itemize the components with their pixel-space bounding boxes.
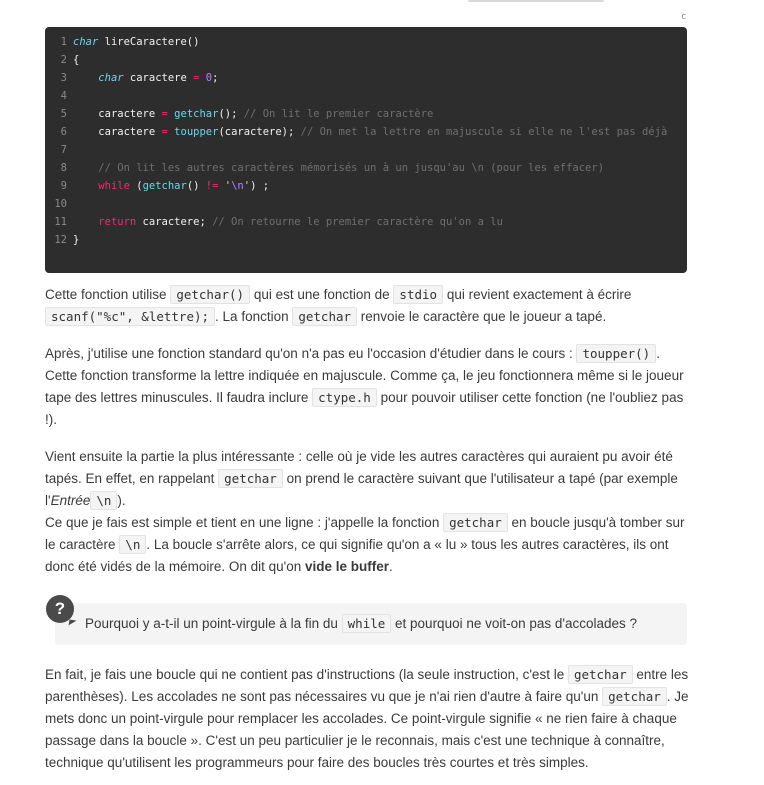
code-line: [45, 33, 687, 51]
code-token: }: [73, 234, 80, 246]
code-token: !=: [205, 180, 219, 192]
code-token: char: [73, 36, 99, 48]
inline-code: getchar: [568, 665, 633, 684]
code-text: [73, 213, 673, 231]
text: entre les parenthèses). Les accolades ne sont pas nécessaires vu que je n'ai rien d'autre à faire qu'un: [45, 667, 689, 704]
inline-code: getchar: [602, 687, 667, 706]
emphasis-text: Entrée: [50, 493, 91, 508]
inline-code: \n: [119, 535, 146, 554]
code-token: =: [161, 126, 168, 138]
code-line: [45, 51, 687, 69]
article-body-continued: [45, 664, 695, 785]
code-line: [45, 159, 687, 177]
code-token: =: [161, 108, 168, 120]
paragraph-buffer: [45, 446, 695, 578]
text: en boucle jusqu'à tomber sur le caractère: [45, 515, 685, 552]
inline-code: getchar(): [170, 285, 250, 304]
line-number: 6: [60, 126, 67, 138]
line-number: 2: [60, 54, 67, 66]
code-text: [73, 87, 673, 105]
question-callout: [55, 603, 687, 645]
inline-code: getchar: [292, 307, 357, 326]
text: renvoie le caractère que le joueur a tapé.: [357, 309, 607, 324]
code-token: // On lit les autres caractères mémorisés un à un jusqu'au \n (pour les effacer): [98, 162, 605, 174]
code-token: ;: [212, 72, 219, 84]
code-line: [45, 141, 687, 159]
bold-text: vide le buffer: [304, 559, 390, 574]
code-token: caractere;: [136, 216, 213, 228]
code-line: [45, 177, 687, 195]
code-token: // On lit le premier caractère: [243, 108, 434, 120]
code-text: [73, 33, 673, 51]
code-token: [73, 72, 98, 84]
top-toolbar-edge: [468, 0, 604, 2]
code-token: 0: [205, 72, 213, 84]
text: Cette fonction utilise: [45, 287, 171, 302]
code-line: [45, 195, 687, 213]
line-number: 8: [60, 162, 67, 174]
code-line: [45, 69, 687, 87]
text: En fait, je fais une boucle qui ne contient pas d'instructions (la seule instruction, c'est le: [45, 667, 568, 682]
code-token: // On retourne le premier caractère qu'on a lu: [212, 216, 503, 228]
code-token: [73, 162, 98, 174]
code-line: [45, 213, 687, 231]
code-text: [73, 177, 673, 195]
text: pour pouvoir utiliser cette fonction (ne l'oubliez pas !).: [45, 390, 684, 427]
line-number: 11: [54, 216, 67, 228]
code-text: [73, 51, 673, 69]
code-token: caractere: [123, 72, 194, 84]
code-line: [45, 87, 687, 105]
inline-code: stdio: [393, 285, 443, 304]
code-token: (): [186, 180, 206, 192]
code-text: [73, 231, 673, 249]
code-token: // On met la lettre en majuscule si elle ne l'est pas déjà: [300, 126, 668, 138]
code-token: caractere: [73, 108, 162, 120]
copy-code-marker[interactable]: c: [681, 12, 687, 22]
question-mark-icon: ?: [46, 595, 74, 623]
code-token: {: [73, 54, 80, 66]
code-token: \n: [231, 180, 244, 192]
code-token: toupper: [174, 126, 219, 138]
text: . La boucle s'arrête alors, ce qui signifie qu'on a « lu » tous les autres caractères, ils ont donc été vidés de la mémoire. On dit qu'on: [45, 537, 669, 574]
code-text: [73, 69, 673, 87]
code-line: [45, 123, 687, 141]
inline-code: getchar: [218, 469, 283, 488]
code-block: [45, 27, 687, 273]
text: Vient ensuite la partie la plus intéressante : celle où je vide les autres caractères qui auraient pu avoir été tapés. En effet, en rappelant: [45, 449, 673, 486]
line-number: 9: [60, 180, 67, 192]
code-token: [73, 216, 98, 228]
text: Après, j'utilise une fonction standard qu'on n'a pas eu l'occasion d'étudier dans le cours :: [45, 346, 577, 361]
code-token: return: [98, 216, 137, 228]
code-token: [73, 180, 98, 192]
paragraph-getchar: [45, 284, 695, 328]
code-token: (: [129, 180, 143, 192]
text: Pourquoi y a-t-il un point-virgule à la fin du: [85, 616, 342, 631]
text: . Je mets donc un point-virgule pour remplacer les accolades. Ce point-virgule signifie « ne rien faire à chaque passage dans la boucle ». C'est un peu particulier je le reconnais, mais c'est une technique à connaître, technique qu'utilisent les programmeurs pour faire des boucles très courtes et très simples.: [45, 689, 689, 770]
code-text: [73, 141, 673, 159]
text: et pourquoi ne voit-on pas d'accolades ?: [391, 616, 638, 631]
inline-code: while: [342, 614, 392, 633]
paragraph-toupper: [45, 343, 695, 431]
line-number: 4: [60, 90, 67, 102]
code-token: char: [98, 72, 124, 84]
code-text: [73, 105, 673, 123]
inline-code: scanf("%c", &lettre);: [45, 307, 215, 326]
article-body: [45, 284, 695, 593]
line-number: 12: [54, 234, 67, 246]
code-text: [73, 195, 673, 213]
code-token: lireCaractere(): [98, 36, 200, 48]
inline-code: toupper(): [576, 344, 656, 363]
code-text: [73, 123, 673, 141]
code-token: =: [193, 72, 200, 84]
code-token: getchar: [142, 180, 187, 192]
code-token: ) ;: [250, 180, 270, 192]
line-number: 5: [60, 108, 67, 120]
text: ).: [117, 493, 126, 508]
line-number: 1: [60, 36, 67, 48]
line-number: 10: [54, 198, 67, 210]
paragraph-semicolon: [45, 664, 695, 774]
text: .: [389, 559, 393, 574]
inline-code: ctype.h: [312, 388, 377, 407]
text: qui est une fonction de: [250, 287, 394, 302]
inline-code: getchar: [443, 513, 508, 532]
inline-code: \n: [90, 491, 117, 510]
code-token: while: [98, 180, 130, 192]
code-token: ': [224, 180, 232, 192]
text: on prend le caractère suivant que l'utilisateur a tapé (par exemple l': [45, 471, 678, 508]
code-token: (caractere);: [218, 126, 301, 138]
text: . La fonction: [215, 309, 293, 324]
text: Ce que je fais est simple et tient en une ligne : j'appelle la fonction: [45, 515, 444, 530]
code-token: ': [243, 180, 251, 192]
code-token: ();: [218, 108, 244, 120]
code-line: [45, 105, 687, 123]
text: . Cette fonction transforme la lettre indiquée en majuscule. Comme ça, le jeu fonctionnera même si le joueur tape des lettres minuscules. Il faudra inclure: [45, 346, 684, 405]
line-number: 7: [60, 144, 67, 156]
code-line: [45, 231, 687, 249]
code-text: [73, 159, 673, 177]
code-token: getchar: [174, 108, 219, 120]
line-number: 3: [60, 72, 67, 84]
code-token: caractere: [73, 126, 162, 138]
text: qui revient exactement à écrire: [443, 287, 632, 302]
